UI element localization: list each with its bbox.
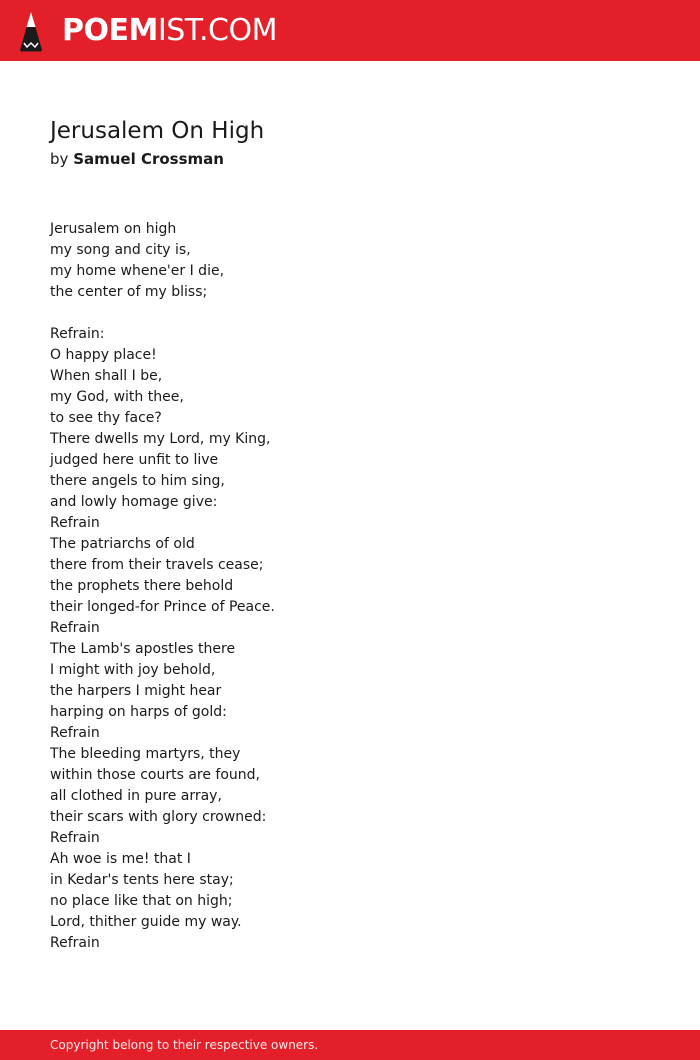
poem-line: O happy place! xyxy=(50,347,157,363)
poem-line: The patriarchs of old xyxy=(50,536,195,552)
poem-line: my song and city is, xyxy=(50,242,191,258)
logo-wordmark xyxy=(62,10,277,52)
poem-line: their scars with glory crowned: xyxy=(50,809,267,825)
poem-line: there angels to him sing, xyxy=(50,473,225,489)
site-footer xyxy=(0,1030,700,1060)
poem-line: The Lamb's apostles there xyxy=(50,641,236,657)
site-logo[interactable] xyxy=(18,10,277,52)
poem-line: Ah woe is me! that I xyxy=(50,851,191,867)
poem-title: Jerusalem On High xyxy=(50,118,265,144)
poem-body xyxy=(50,219,275,954)
poem-line: Lord, thither guide my way. xyxy=(50,914,242,930)
logo-wordmark-light: IST.COM xyxy=(157,13,277,48)
poem-line: the harpers I might hear xyxy=(50,683,222,699)
logo-wordmark-bold: POEM xyxy=(62,13,158,48)
poem-line: there from their travels cease; xyxy=(50,557,264,573)
stanza-break xyxy=(50,303,275,324)
poem-line: no place like that on high; xyxy=(50,893,233,909)
byline-prefix: by xyxy=(50,150,69,168)
copyright-notice: Copyright belong to their respective owners. xyxy=(50,1038,319,1052)
poem-line: to see thy face? xyxy=(50,410,162,426)
site-header xyxy=(0,0,700,61)
poem-line: the center of my bliss; xyxy=(50,284,208,300)
poem-line: Jerusalem on high xyxy=(50,221,177,237)
poem-line: When shall I be, xyxy=(50,368,163,384)
poem-line: the prophets there behold xyxy=(50,578,234,594)
poem-line: Refrain xyxy=(50,620,100,636)
poem-line: There dwells my Lord, my King, xyxy=(50,431,271,447)
poem-line: their longed-for Prince of Peace. xyxy=(50,599,275,615)
poem-line: all clothed in pure array, xyxy=(50,788,222,804)
poem-line: and lowly homage give: xyxy=(50,494,218,510)
poem-line: Refrain: xyxy=(50,326,105,342)
poem-line: I might with joy behold, xyxy=(50,662,216,678)
poem-line: judged here unfit to live xyxy=(50,452,219,468)
poem-line: Refrain xyxy=(50,830,100,846)
pencil-tip-icon xyxy=(18,10,44,52)
poem-byline xyxy=(50,148,224,170)
poem-line: my home whene'er I die, xyxy=(50,263,225,279)
poem-line: within those courts are found, xyxy=(50,767,260,783)
poem-line: in Kedar's tents here stay; xyxy=(50,872,234,888)
poem-line: harping on harps of gold: xyxy=(50,704,227,720)
poem-line: Refrain xyxy=(50,935,100,951)
poem-line: The bleeding martyrs, they xyxy=(50,746,241,762)
poem-line: Refrain xyxy=(50,515,100,531)
poem-line: my God, with thee, xyxy=(50,389,184,405)
poem-author: Samuel Crossman xyxy=(73,150,224,168)
poem-line: Refrain xyxy=(50,725,100,741)
